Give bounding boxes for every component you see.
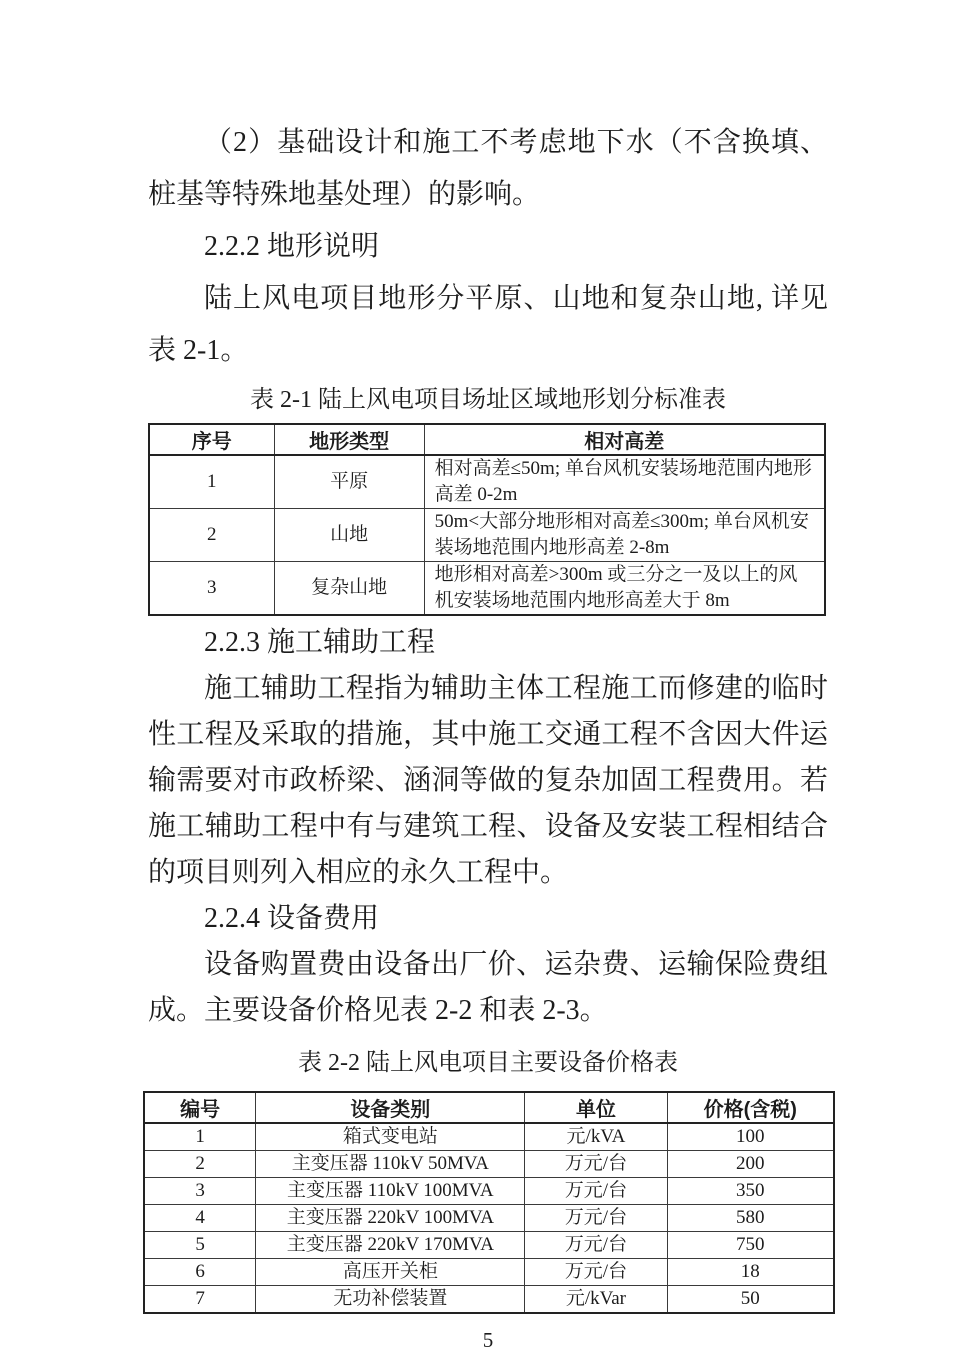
column-header-bianhao: 编号 [144,1092,256,1123]
cell-equipment: 高压开关柜 [256,1259,525,1286]
cell-terrain-type: 复杂山地 [274,562,424,616]
table-row [144,1232,834,1259]
column-header-dixing-leixing: 地形类型 [274,424,424,455]
cell-unit: 万元/台 [525,1259,667,1286]
table-2-2-caption: 表 2-2 陆上风电项目主要设备价格表 [298,1050,678,1076]
cell-price: 100 [667,1123,834,1151]
cell-price: 200 [667,1151,834,1178]
cell-price: 18 [667,1259,834,1286]
paragraph-foundation-note: （2）基础设计和施工不考虑地下水（不含换填、桩基等特殊地基处理）的影响。 [148,127,828,210]
table-2-1-caption: 表 2-1 陆上风电项目场址区域地形划分标准表 [250,387,726,413]
table-2-1-terrain-classification [148,423,826,616]
cell-seq: 3 [144,1178,256,1205]
cell-price: 580 [667,1205,834,1232]
cell-seq: 2 [144,1151,256,1178]
table-row [149,509,825,562]
table-row [149,455,825,509]
cell-price: 50 [667,1286,834,1314]
cell-price: 750 [667,1232,834,1259]
cell-equipment: 主变压器 220kV 100MVA [256,1205,525,1232]
cell-seq: 4 [144,1205,256,1232]
cell-unit: 万元/台 [525,1178,667,1205]
cell-equipment: 主变压器 110kV 50MVA [256,1151,525,1178]
column-header-danwei: 单位 [525,1092,667,1123]
cell-price: 350 [667,1178,834,1205]
cell-seq: 3 [149,562,274,616]
page-number: 5 [482,1328,494,1352]
cell-equipment: 主变压器 110kV 100MVA [256,1178,525,1205]
cell-height-diff: 地形相对高差>300m 或三分之一及以上的风机安装场地范围内地形高差大于 8m [424,562,825,616]
table-row [144,1286,834,1314]
cell-seq: 1 [149,455,274,509]
cell-height-diff: 50m<大部分地形相对高差≤300m; 单台风机安装场地范围内地形高差 2-8m [424,509,825,562]
cell-seq: 7 [144,1286,256,1314]
paragraph-equipment-cost: 设备购置费由设备出厂价、运杂费、运输保险费组成。主要设备价格见表 2-2 和表 2-3。 [148,949,828,1026]
table-header-row [149,424,825,455]
section-heading-2-2-3: 2.2.3 施工辅助工程 [204,627,436,658]
table-2-2-equipment-prices [143,1091,835,1314]
section-heading-2-2-4: 2.2.4 设备费用 [204,903,380,934]
paragraph-auxiliary-works: 施工辅助工程指为辅助主体工程施工而修建的临时性工程及采取的措施，其中施工交通工程不含因大件运输需要对市政桥梁、涵洞等做的复杂加固工程费用。若施工辅助工程中有与建筑工程、设备及安装工程相结合的项目则列入相应的永久工程中。 [148,673,828,888]
paragraph-terrain-intro: 陆上风电项目地形分平原、山地和复杂山地, 详见表 2-1。 [148,283,828,366]
column-header-shebei-leibie: 设备类别 [256,1092,525,1123]
cell-unit: 万元/台 [525,1205,667,1232]
cell-equipment: 主变压器 220kV 170MVA [256,1232,525,1259]
cell-seq: 2 [149,509,274,562]
cell-unit: 元/kVA [525,1123,667,1151]
cell-terrain-type: 山地 [274,509,424,562]
table-row [144,1259,834,1286]
section-heading-2-2-2: 2.2.2 地形说明 [204,231,380,262]
column-header-xiangdui-gaocha: 相对高差 [424,424,825,455]
table-header-row [144,1092,834,1123]
cell-seq: 5 [144,1232,256,1259]
cell-equipment: 箱式变电站 [256,1123,525,1151]
cell-seq: 6 [144,1259,256,1286]
cell-unit: 万元/台 [525,1151,667,1178]
cell-height-diff: 相对高差≤50m; 单台风机安装场地范围内地形高差 0-2m [424,455,825,509]
cell-unit: 元/kVar [525,1286,667,1314]
table-row [144,1151,834,1178]
table-row [144,1178,834,1205]
table-row [144,1205,834,1232]
cell-equipment: 无功补偿装置 [256,1286,525,1314]
column-header-jiage: 价格(含税) [667,1092,834,1123]
cell-terrain-type: 平原 [274,455,424,509]
table-row [144,1123,834,1151]
table-row [149,562,825,616]
cell-unit: 万元/台 [525,1232,667,1259]
cell-seq: 1 [144,1123,256,1151]
column-header-xuhao: 序号 [149,424,274,455]
